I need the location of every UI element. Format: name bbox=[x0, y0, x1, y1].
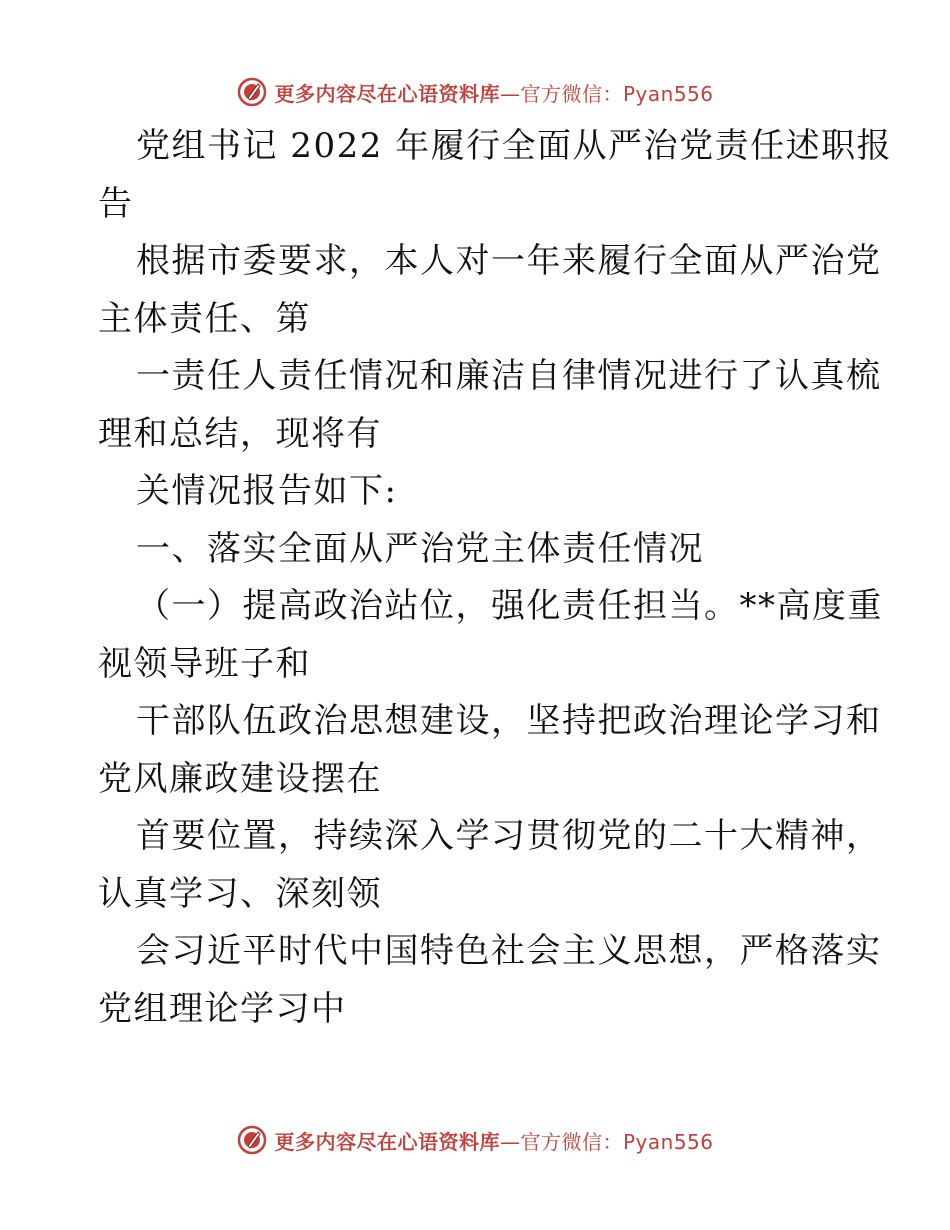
paragraph-line: 主体责任、第 bbox=[98, 298, 311, 339]
paragraph-line: （一）提高政治站位，强化责任担当。**高度重 bbox=[136, 586, 883, 626]
section-heading: 一、落实全面从严治党主体责任情况 bbox=[136, 528, 704, 569]
watermark-id: Pyan556 bbox=[622, 1129, 714, 1154]
watermark-dash: — bbox=[499, 81, 521, 106]
header-watermark bbox=[0, 72, 950, 112]
paragraph-line: 认真学习、深刻领 bbox=[98, 873, 382, 914]
paragraph-line: 党风廉政建设摆在 bbox=[98, 758, 382, 799]
paragraph-line: 党组理论学习中 bbox=[98, 988, 347, 1029]
paragraph-line: 理和总结，现将有 bbox=[98, 413, 382, 454]
document-body bbox=[98, 118, 893, 1038]
paragraph-line: 一责任人责任情况和廉洁自律情况进行了认真梳 bbox=[136, 356, 882, 396]
document-title-line: 党组书记 2022 年履行全面从严治党责任述职报 bbox=[136, 126, 893, 166]
paragraph-line: 关情况报告如下: bbox=[136, 471, 398, 511]
watermark-id: Pyan556 bbox=[622, 81, 714, 106]
watermark-brand: 更多内容尽在心语资料库 bbox=[274, 1129, 500, 1154]
document-title-line: 告 bbox=[98, 183, 134, 224]
watermark-dash: — bbox=[499, 1129, 521, 1154]
watermark-official: 官方微信： bbox=[520, 1129, 623, 1154]
quill-seal-icon bbox=[236, 76, 268, 108]
footer-watermark bbox=[0, 1120, 950, 1160]
watermark-official: 官方微信： bbox=[520, 81, 623, 106]
paragraph-line: 会习近平时代中国特色社会主义思想，严格落实 bbox=[136, 931, 882, 971]
quill-seal-icon bbox=[236, 1124, 268, 1156]
watermark-brand: 更多内容尽在心语资料库 bbox=[274, 81, 500, 106]
paragraph-line: 首要位置，持续深入学习贯彻党的二十大精神， bbox=[136, 816, 882, 856]
paragraph-line: 干部队伍政治思想建设，坚持把政治理论学习和 bbox=[136, 701, 882, 741]
paragraph-line: 根据市委要求，本人对一年来履行全面从严治党 bbox=[136, 241, 882, 281]
paragraph-line: 视领导班子和 bbox=[98, 643, 311, 684]
